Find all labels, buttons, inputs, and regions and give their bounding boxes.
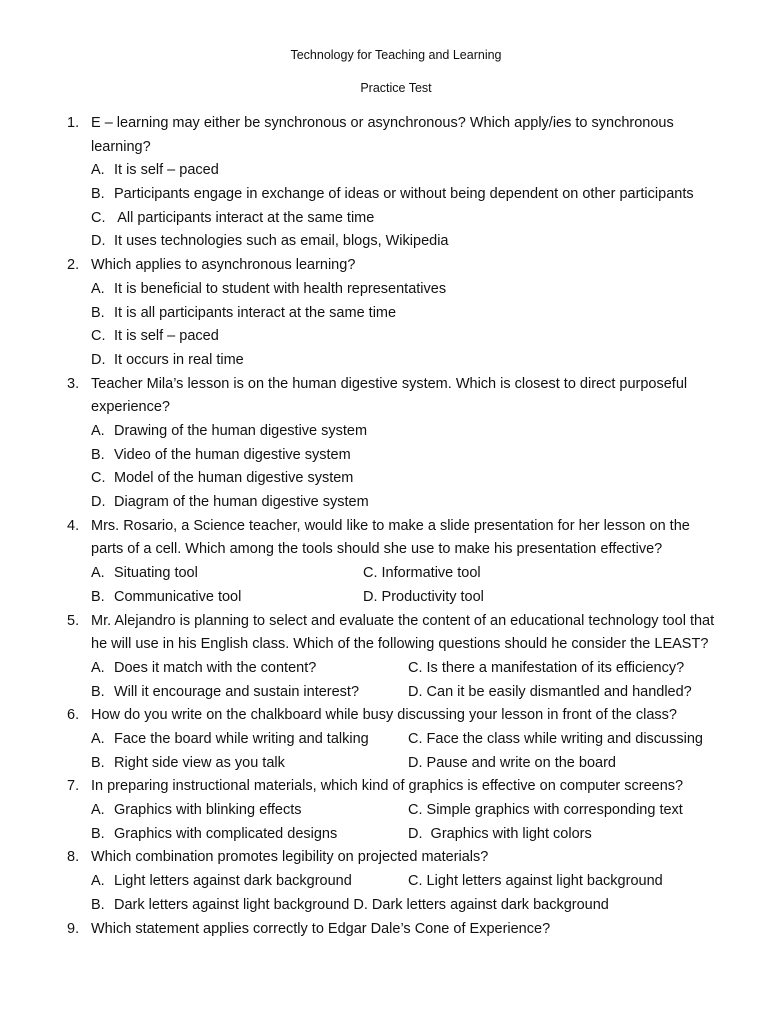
- option-text: Model of the human digestive system: [114, 470, 354, 487]
- option-letter: A.: [91, 731, 105, 748]
- question-text: Which combination promotes legibility on projected materials?: [91, 849, 489, 866]
- question-1: [0, 112, 768, 254]
- question-text: E – learning may either be synchronous or asynchronous? Which apply/ies to synchronous learning?: [91, 115, 674, 155]
- option-row-bd: [0, 894, 768, 918]
- option-text: It is all participants interact at the same time: [114, 304, 397, 321]
- question-text: Mr. Alejandro is planning to select and evaluate the content of an educational technology tool that he will use in his English class. Which of the following questions should he consider the LEAST?: [91, 612, 715, 653]
- option-letter: B.: [91, 683, 105, 700]
- question-number: 5.: [67, 612, 80, 629]
- option-letter: C.: [91, 328, 106, 345]
- option-text: Face the board while writing and talking: [114, 731, 369, 748]
- option-b: [0, 444, 768, 468]
- option-letter: C.: [91, 209, 106, 226]
- option-letter: A.: [91, 659, 105, 676]
- option-text-right: C. Simple graphics with corresponding text: [408, 802, 683, 819]
- option-letter: A.: [91, 802, 105, 819]
- question-number: 8.: [67, 849, 80, 866]
- question-text: Mrs. Rosario, a Science teacher, would like to make a slide presentation for her lesson on the parts of a cell. Which among the tools should she use to make his presentation effective?: [91, 517, 690, 558]
- option-text: It occurs in real time: [114, 351, 244, 368]
- question-5: [0, 610, 768, 705]
- option-text: It is self – paced: [114, 162, 219, 179]
- option-text: Video of the human digestive system: [114, 446, 351, 463]
- question-number: 4.: [67, 517, 80, 534]
- option-text-right: D. Pause and write on the board: [408, 754, 616, 771]
- option-row-ac: [0, 657, 768, 681]
- option-a: [0, 159, 768, 183]
- option-text: Situating tool: [114, 565, 198, 582]
- option-text-right: D. Can it be easily dismantled and handled?: [408, 683, 692, 700]
- option-a: [0, 278, 768, 302]
- option-text: All participants interact at the same time: [114, 209, 375, 226]
- option-letter: B.: [91, 754, 105, 771]
- question-number: 9.: [67, 920, 80, 937]
- option-text: Dark letters against light background D. Dark letters against dark background: [114, 896, 609, 913]
- option-row-ac: [0, 870, 768, 894]
- option-letter: A.: [91, 162, 105, 179]
- option-c: [0, 207, 768, 231]
- option-letter: A.: [91, 565, 105, 582]
- question-number: 1.: [67, 115, 80, 131]
- option-letter: A.: [91, 423, 105, 440]
- question-text: How do you write on the chalkboard while busy discussing your lesson in front of the class?: [91, 707, 677, 724]
- question-2: [0, 254, 768, 372]
- option-b: [0, 183, 768, 207]
- option-row-ac: [0, 562, 768, 586]
- question-text: Which applies to asynchronous learning?: [91, 257, 356, 274]
- question-3: [0, 373, 768, 515]
- option-d: [0, 491, 768, 515]
- option-letter: D.: [91, 351, 106, 368]
- option-letter: B.: [91, 446, 105, 463]
- document-subtitle: Practice Test: [360, 81, 432, 95]
- question-7: [0, 775, 768, 846]
- option-text: Light letters against dark background: [114, 873, 352, 890]
- option-text: Communicative tool: [114, 588, 242, 605]
- option-row-bd: [0, 752, 768, 776]
- option-letter: D.: [91, 494, 106, 511]
- option-letter: A.: [91, 873, 105, 890]
- option-text: Participants engage in exchange of ideas or without being dependent on other participants: [114, 186, 694, 203]
- option-a: [0, 420, 768, 444]
- option-c: [0, 325, 768, 349]
- option-row-bd: [0, 586, 768, 610]
- option-text-right: D. Productivity tool: [363, 588, 484, 605]
- option-text: It uses technologies such as email, blogs, Wikipedia: [114, 233, 449, 250]
- question-9: [0, 918, 768, 942]
- option-letter: A.: [91, 280, 105, 297]
- question-list: [0, 112, 768, 941]
- question-text: Which statement applies correctly to Edgar Dale’s Cone of Experience?: [91, 920, 551, 937]
- option-letter: B.: [91, 896, 105, 913]
- option-text-right: C. Face the class while writing and discussing: [408, 731, 703, 748]
- option-c: [0, 467, 768, 491]
- option-text: It is beneficial to student with health representatives: [114, 280, 447, 297]
- document-title: Technology for Teaching and Learning: [290, 48, 502, 62]
- option-letter: B.: [91, 304, 105, 321]
- option-text: Graphics with blinking effects: [114, 802, 302, 819]
- option-text: It is self – paced: [114, 328, 219, 345]
- question-number: 2.: [67, 257, 80, 274]
- option-text: Does it match with the content?: [114, 659, 317, 676]
- question-6: [0, 704, 768, 775]
- question-number: 6.: [67, 707, 80, 724]
- question-text: Teacher Mila’s lesson is on the human digestive system. Which is closest to direct purposeful experience?: [91, 375, 688, 416]
- option-letter: D.: [91, 233, 106, 250]
- option-b: [0, 302, 768, 326]
- option-row-bd: [0, 823, 768, 847]
- option-text: Graphics with complicated designs: [114, 825, 338, 842]
- option-d: [0, 230, 768, 254]
- option-text-right: C. Light letters against light background: [408, 873, 663, 890]
- option-text-right: C. Is there a manifestation of its efficiency?: [408, 659, 685, 676]
- question-number: 7.: [67, 778, 80, 795]
- question-number: 3.: [67, 375, 80, 392]
- option-text: Diagram of the human digestive system: [114, 494, 369, 511]
- option-text: Will it encourage and sustain interest?: [114, 683, 360, 700]
- question-4: [0, 515, 768, 610]
- option-d: [0, 349, 768, 373]
- option-text-right: D. Graphics with light colors: [408, 825, 592, 842]
- option-row-bd: [0, 681, 768, 705]
- option-letter: B.: [91, 588, 105, 605]
- option-text-right: C. Informative tool: [363, 565, 481, 582]
- option-letter: B.: [91, 186, 105, 203]
- question-8: [0, 846, 768, 917]
- question-text: In preparing instructional materials, which kind of graphics is effective on computer screens?: [91, 778, 684, 795]
- option-text: Right side view as you talk: [114, 754, 285, 771]
- option-row-ac: [0, 728, 768, 752]
- option-text: Drawing of the human digestive system: [114, 423, 368, 440]
- option-letter: B.: [91, 825, 105, 842]
- option-letter: C.: [91, 470, 106, 487]
- option-row-ac: [0, 799, 768, 823]
